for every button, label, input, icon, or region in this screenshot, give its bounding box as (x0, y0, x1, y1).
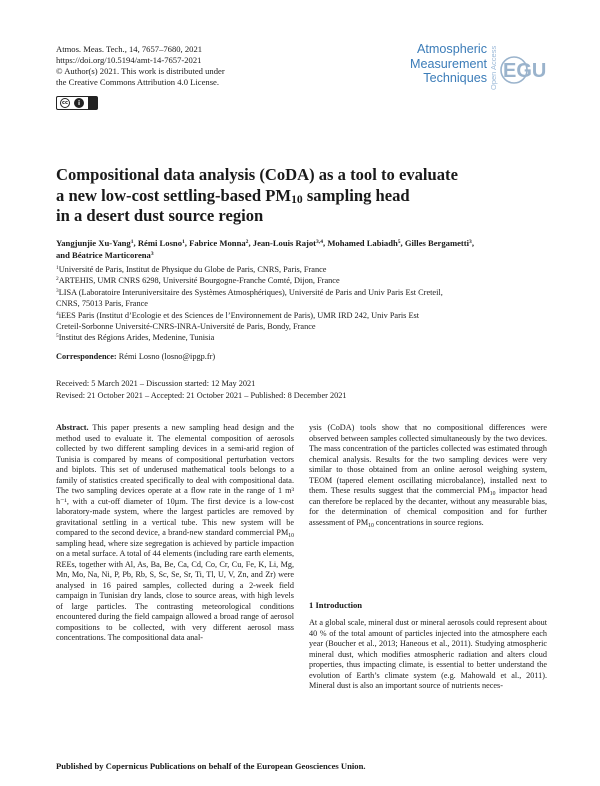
affiliation-line: $^5$Institut des Régions Arides, Medenine, Tunisia (56, 333, 215, 343)
affiliation-line: $^3$LISA (Laboratoire Interuniversitaire des Systèmes Atmosphériques), Université de Paris and Univ Paris Est Creteil, (56, 287, 443, 297)
author: Fabrice Monna$^2$ (189, 238, 249, 248)
affiliation-line: $^1$Université de Paris, Institut de Physique du Globe de Paris, CNRS, Paris, France (56, 265, 327, 274)
affiliation-line: Creteil-Sorbonne Université-CNRS-INRA-Université de Paris, Bondy, France (56, 322, 316, 332)
journal-name (392, 42, 487, 86)
journal-name-line-3: Techniques (423, 71, 487, 85)
article-dates (56, 378, 347, 402)
license-line-2: the Creative Commons Attribution 4.0 License. (56, 77, 220, 87)
title-line-2: a new low-cost settling-based $PM_{10}$ sampling head (56, 185, 410, 206)
journal-name-line-2: Measurement (410, 56, 487, 71)
svg-text:Open Access: Open Access (489, 45, 498, 90)
egu-logo-icon (500, 50, 548, 90)
correspondence-label: Correspondence: (56, 352, 117, 361)
correspondence-text: Rémi Losno (losno@ipgp.fr) (118, 352, 216, 361)
abstract-column-1: Abstract. This paper presents a new sampling head design and the method used to evaluate it. The elemental composition of aerosols collected by two different sampling devices in a semi-arid region of Tunisia is compared by means of compositional perturbation vectors and biplots. This set of underused mathematical tools belongs to a family of statistics created specifically to deal with compositional data. The two sampling devices operate at a flow rate in the range of 1 m³ h⁻¹, with a cut-off diameter of 10µm. The first device is a low-cost laboratory-made system, where the largest particles are removed by gravitational settling in a vertical tube. This new system will be compared to the second device, a brand-new standard commercial $PM_{10}$ sampling head, where size segregation is achieved by particle impaction on a metal surface. A total of 44 elements (including rare earth elements, REEs, together with Al, As, Ba, Be, Ca, Cd, Co, Cr, Cu, Fe, K, Li, Mg, Mn, Mo, Na, Ni, P, Pb, Rb, S, Sc, Se, Sr, Ti, Tl, U, V, Zn, and Zr) were analysed in 16 paired samples, collected during a 2-week field campaign in Tunisian dry lands, close to source areas, with high levels of large particles. The contrasting meteorological conditions encountered during the field campaign allowed a broad range of aerosol compositions to be collected, with very different aerosol mass concentrations. The compositional data anal- (56, 423, 294, 642)
open-access-label (486, 40, 500, 92)
publisher-footer: Published by Copernicus Publications on behalf of the European Geosciences Union. (56, 761, 366, 771)
cc-circle-icon: cc (60, 98, 70, 108)
license-line-1: © Author(s) 2021. This work is distributed under (56, 66, 225, 76)
abstract-column-2: ysis (CoDA) tools show that no compositional differences were observed between samples collected simultaneously by the two devices. The mass concentration of the particles collected was estimated through chemical analysis. Results for the two sampling devices were very similar to those obtained from an online aerosol weighing system, TEOM (tapered element oscillating microbalance), installed next to them. These results suggest that the commercial $PM_{10}$ impactor head can therefore be replaced by the decanter, without any measurable bias, for the determination of chemical composition and for further assessment of $PM_{10}$ concentrations in source regions. (309, 423, 548, 529)
dates-line-1: Received: 5 March 2021 – Discussion started: 12 May 2021 (56, 379, 256, 388)
cc-by-icon[interactable] (56, 96, 98, 110)
affiliation-line: $^4$iEES Paris (Institut d’Ecologie et des Sciences de l’Environnement de Paris), UMR IRD 242, Univ Paris Est (56, 310, 420, 320)
author: Gilles Bergametti$^3$ (404, 238, 472, 248)
author: Béatrice Marticorena$^3$ (72, 250, 154, 260)
author: Jean-Louis Rajot$^{3,4}$ (252, 238, 324, 248)
correspondence (56, 352, 215, 361)
author: Rémi Losno$^1$ (137, 238, 185, 248)
author: Yangjunjie Xu-Yang$^1$ (56, 238, 134, 248)
author: Mohamed Labiadh$^5$ (327, 238, 401, 248)
introduction-text: At a global scale, mineral dust or mineral aerosols could represent about 40 % of the total amount of particles injected into the atmosphere each year (Boucher et al., 2013; Haneous et al., 2011). Studying atmospheric mineral dust, which modifies atmospheric radiation and alters cloud properties, thus impacting climate, is essential to better understand the evolution of Earth’s climate system (e.g. Mahowald et al., 2011). Mineral dust is also an important source of nutrients neces- (309, 618, 547, 690)
title-line-1: Compositional data analysis (CoDA) as a tool to evaluate (56, 165, 458, 184)
paper-title (56, 165, 496, 227)
affiliation-line: $^2$ARTEHIS, UMR CNRS 6298, Université Bourgogne-Franche Comté, Dijon, France (56, 276, 340, 286)
dates-line-2: Revised: 21 October 2021 – Accepted: 21 October 2021 – Published: 8 December 2021 (56, 390, 347, 400)
journal-name-line-1: Atmospheric (417, 42, 487, 56)
title-line-3: in a desert dust source region (56, 206, 264, 225)
by-bar (88, 97, 97, 109)
affiliation-line: CNRS, 75013 Paris, France (56, 299, 148, 309)
by-person-icon: i (74, 98, 84, 108)
doi-link[interactable]: https://doi.org/10.5194/amt-14-7657-2021 (56, 55, 202, 65)
affiliations (56, 264, 546, 344)
section-heading-introduction: 1 Introduction (309, 600, 363, 610)
author-list: Yangjunjie Xu-Yang$^1$, Rémi Losno$^1$, Fabrice Monna$^2$, Jean-Louis Rajot$^{3,4}$, Mohamed Labiadh$^5$, Gilles Bergametti$^3$, and Béatrice Marticorena$^3$ (56, 238, 474, 260)
citation: Atmos. Meas. Tech., 14, 7657–7680, 2021 (56, 44, 203, 54)
article-meta (56, 44, 316, 88)
svg-text:EGU: EGU (503, 60, 547, 82)
abstract-label: Abstract. (56, 423, 89, 432)
